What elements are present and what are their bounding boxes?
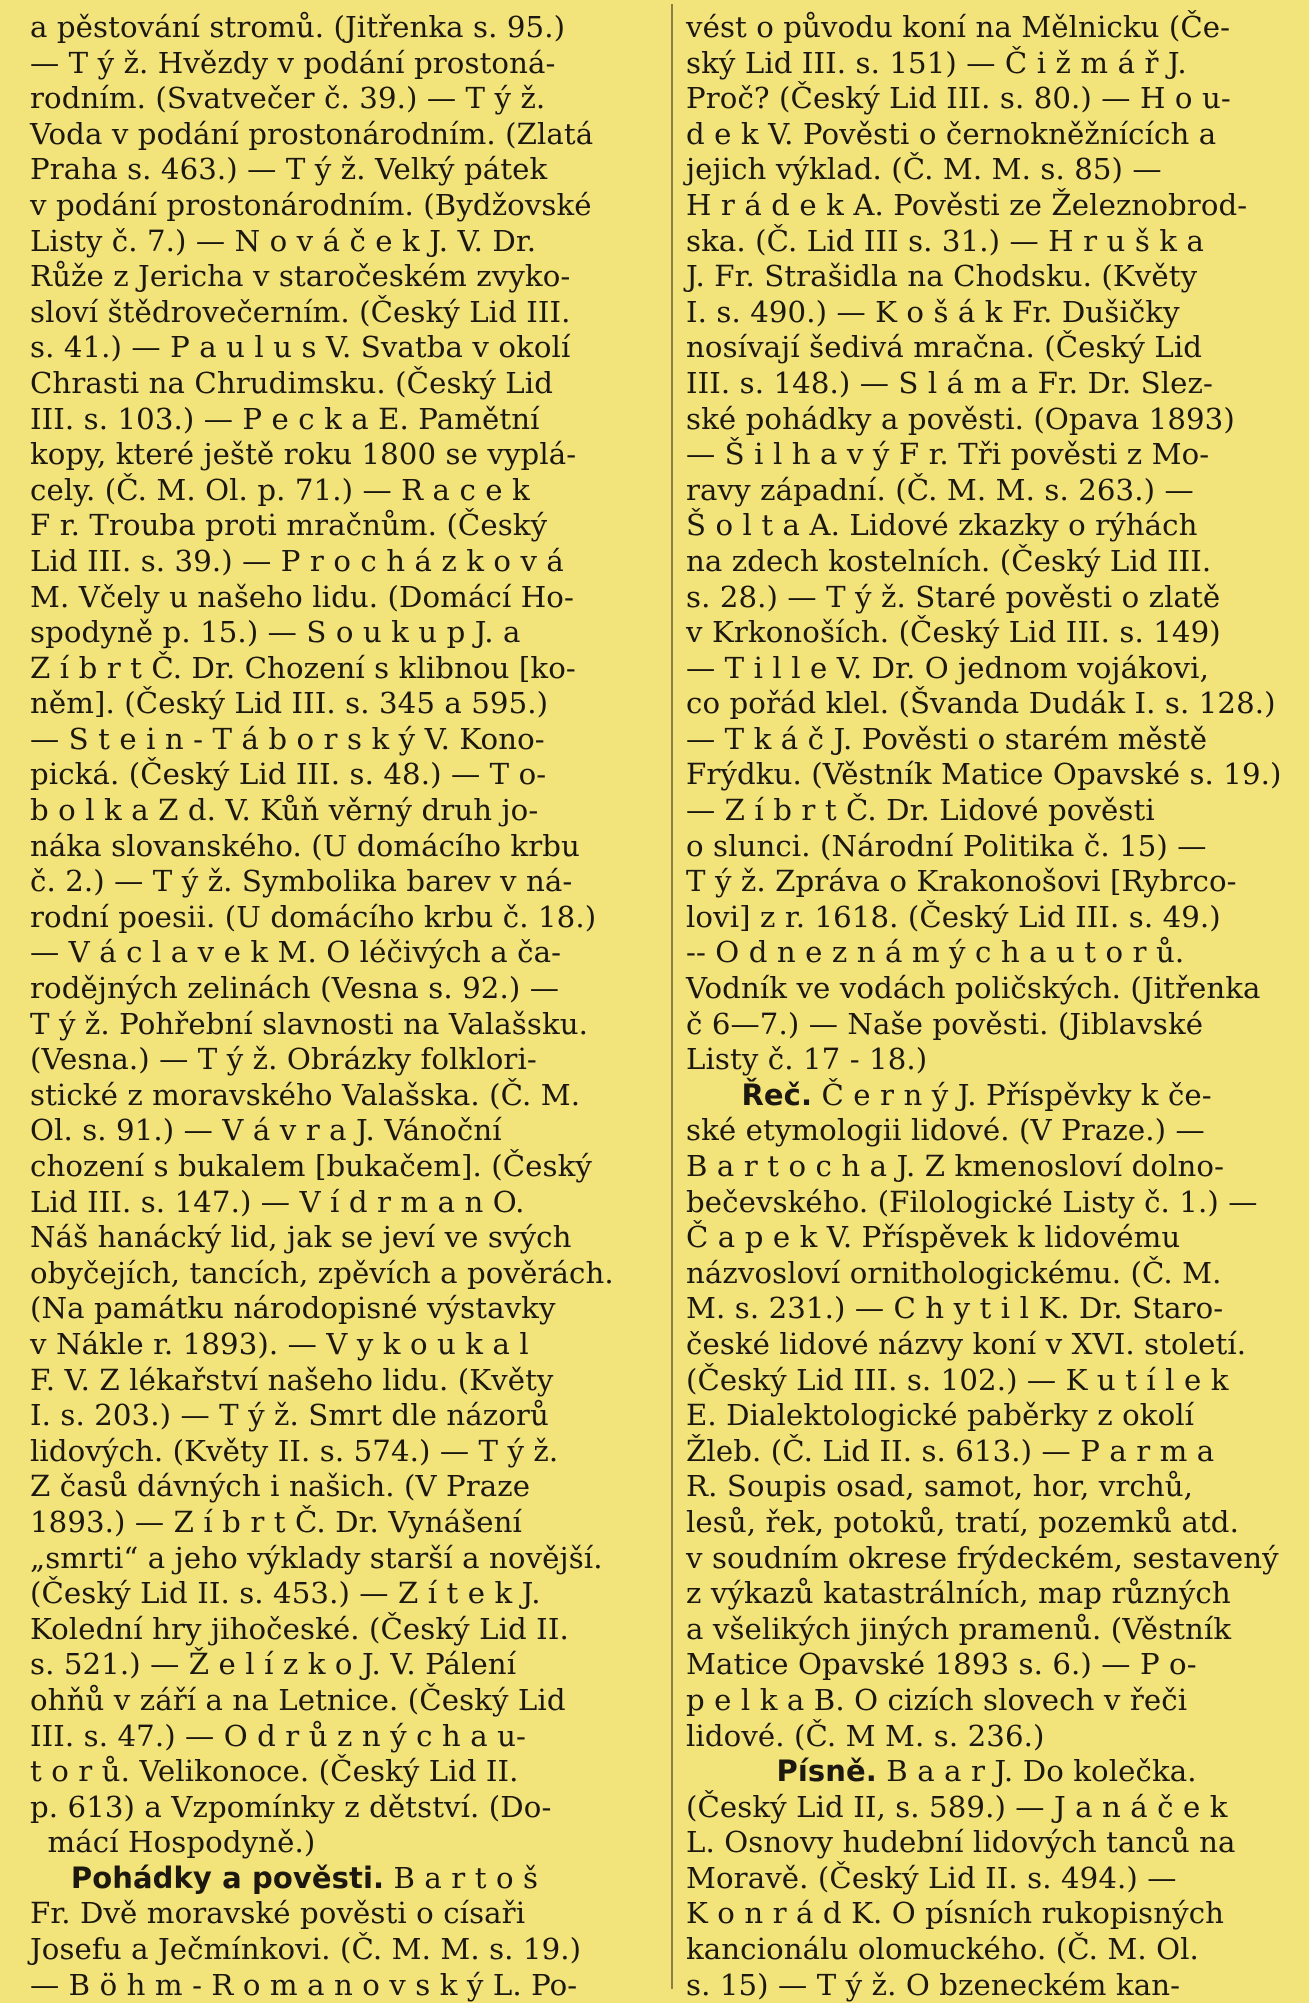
text-line: p. 613) a Vzpomínky z dětství. (Do-: [30, 1789, 552, 1824]
section-heading: Písně.: [776, 1754, 877, 1789]
text-line: ska. (Č. Lid III s. 31.) — H r u š k a: [686, 223, 1204, 258]
section-heading-line: [686, 1754, 1292, 1790]
text-line: E. Dialektologické paběrky z okolí: [686, 1398, 1195, 1433]
text-line: p e l k a B. O cizích slovech v řeči: [686, 1682, 1188, 1717]
text-line: — T k á č J. Pověsti o starém městě: [686, 721, 1208, 756]
text-line: J. Fr. Strašidla na Chodsku. (Květy: [686, 259, 1198, 294]
text-line: „smrti“ a jeho výklady starší a novější.: [30, 1540, 603, 1575]
text-line: náka slovanského. (U domácího krbu: [30, 828, 580, 863]
text-line: ravy západní. (Č. M. M. s. 263.) —: [686, 472, 1194, 507]
text-line: vést o původu koní na Mělnicku (Če-: [686, 10, 1231, 44]
text-line: T ý ž. Pohřební slavnosti na Valašsku.: [30, 1006, 589, 1041]
text-line: Proč? (Český Lid III. s. 80.) — H o u-: [686, 81, 1231, 116]
text-line: s. 41.) — P a u l u s V. Svatba v okolí: [30, 330, 571, 365]
section-heading-line: [686, 1078, 1292, 1114]
text-line: Frýdku. (Věstník Matice Opavské s. 19.): [686, 757, 1282, 792]
text-line: lovi] z r. 1618. (Český Lid III. s. 49.): [686, 899, 1221, 934]
text-line: č 6—7.) — Naše pověsti. (Jiblavské: [686, 1006, 1204, 1041]
text-line: III. s. 103.) — P e c k a E. Pamětní: [30, 401, 540, 436]
text-line: Kolední hry jihočeské. (Český Lid II.: [30, 1611, 569, 1646]
text-line: nosívají šedivá mračna. (Český Lid: [686, 330, 1203, 365]
text-line: rodějných zelinách (Vesna s. 92.) —: [30, 971, 560, 1006]
text-line: I. s. 203.) — T ý ž. Smrt dle názorů: [30, 1398, 549, 1433]
text-line: názvosloví ornithologickému. (Č. M.: [686, 1255, 1222, 1290]
text-line: české lidové názvy koní v XVI. století.: [686, 1326, 1247, 1361]
text-line: M. Včely u našeho lidu. (Domácí Ho-: [30, 579, 574, 614]
text-line: ské pohádky a pověsti. (Opava 1893): [686, 401, 1235, 436]
text-line: III. s. 47.) — O d r ů z n ý c h a u-: [30, 1718, 526, 1753]
text-line: Listy č. 7.) — N o v á č e k J. V. Dr.: [30, 223, 537, 258]
text-line: č. 2.) — T ý ž. Symbolika barev v ná-: [30, 864, 573, 899]
text-line: d e k V. Pověsti o černokněžnících a: [686, 116, 1217, 151]
text-line: Listy č. 17 - 18.): [686, 1042, 928, 1077]
text-line: rodní poesii. (U domácího krbu č. 18.): [30, 899, 597, 934]
text-line: (Český Lid II, s. 589.) — J a n á č e k: [686, 1789, 1228, 1824]
text-line: K o n r á d K. O písních rukopisných: [686, 1896, 1225, 1931]
text-line: spodyně p. 15.) — S o u k u p J. a: [30, 615, 521, 650]
text-line: ský Lid III. s. 151) — Č i ž m á ř J.: [686, 45, 1187, 80]
text-line: — T i l l e V. Dr. O jednom vojákovi,: [686, 650, 1209, 685]
text-line: Chrasti na Chrudimsku. (Český Lid: [30, 365, 554, 400]
text-line: 1893.) — Z í b r t Č. Dr. Vynášení: [30, 1504, 522, 1539]
text-line: Č a p e k V. Příspěvek k lidovému: [686, 1220, 1181, 1255]
text-line: sloví štědrovečerním. (Český Lid III.: [30, 294, 571, 329]
text-line: -- O d n e z n á m ý c h a u t o r ů.: [686, 935, 1185, 970]
text-line: (Český Lid III. s. 102.) — K u t í l e k: [686, 1362, 1229, 1397]
text-line: H r á d e k A. Pověsti ze Železnobrod-: [686, 187, 1248, 222]
text-line: s. 28.) — T ý ž. Staré pověsti o zlatě: [686, 579, 1221, 614]
text-line: lidové. (Č. M M. s. 236.): [686, 1718, 1045, 1753]
text-line: bečevského. (Filologické Listy č. 1.) —: [686, 1184, 1258, 1219]
text-line: M. s. 231.) — C h y t i l K. Dr. Staro-: [686, 1291, 1224, 1326]
section-heading: Řeč.: [741, 1077, 813, 1112]
text-line: ské etymologii lidové. (V Praze.) —: [686, 1113, 1205, 1148]
text-line: lesů, řek, potoků, tratí, pozemků atd.: [686, 1504, 1239, 1539]
section-heading-continuation: B a a r J. Do kolečka.: [876, 1754, 1197, 1789]
text-line: obyčejích, tancích, zpěvích a pověrách.: [30, 1255, 614, 1290]
text-line: na zdech kostelních. (Český Lid III.: [686, 543, 1212, 578]
text-line: Růže z Jericha v staročeském zvyko-: [30, 259, 571, 294]
text-line: v podání prostonárodním. (Bydžovské: [30, 187, 592, 222]
text-line: b o l k a Z d. V. Kůň věrný druh jo-: [30, 793, 539, 828]
text-line: Matice Opavské 1893 s. 6.) — P o-: [686, 1647, 1197, 1682]
section-heading-line: [30, 1861, 660, 1897]
text-line: mácí Hospodyně.): [47, 1825, 316, 1860]
text-line: Š o l t a A. Lidové zkazky o rýhách: [686, 508, 1198, 543]
text-line: kopy, které ještě roku 1800 se vyplá-: [30, 437, 577, 472]
text-line: ohňů v září a na Letnice. (Český Lid: [30, 1682, 566, 1717]
text-line: B a r t o c h a J. Z kmenosloví dolno-: [686, 1149, 1225, 1183]
text-line: Ol. s. 91.) — V á v r a J. Vánoční: [30, 1113, 502, 1148]
text-line: o slunci. (Národní Politika č. 15) —: [686, 828, 1207, 863]
text-line: Moravě. (Český Lid II. s. 494.) —: [686, 1860, 1177, 1895]
section-heading-continuation: Č e r n ý J. Příspěvky k če-: [812, 1077, 1212, 1112]
text-line: rodním. (Svatvečer č. 39.) — T ý ž.: [30, 81, 546, 116]
left-text-column: [30, 10, 660, 2003]
text-line: L. Osnovy hudební lidových tanců na: [686, 1825, 1236, 1860]
text-line: Josefu a Ječmínkovi. (Č. M. M. s. 19.): [30, 1932, 582, 1967]
text-line: Praha s. 463.) — T ý ž. Velký pátek: [30, 152, 548, 187]
text-line: F. V. Z lékařství našeho lidu. (Květy: [30, 1362, 554, 1397]
text-line: Lid III. s. 147.) — V í d r m a n O.: [30, 1184, 525, 1219]
text-line: — B ö h m - R o m a n o v s k ý L. Po-: [30, 1967, 578, 2002]
text-line: v Nákle r. 1893). — V y k o u k a l: [30, 1326, 529, 1361]
text-line: a všelikých jiných pramenů. (Věstník: [686, 1611, 1232, 1646]
text-line: t o r ů. Velikonoce. (Český Lid II.: [30, 1754, 519, 1789]
text-line: Voda v podání prostonárodním. (Zlatá: [30, 116, 594, 151]
text-line: z výkazů katastrálních, map různých: [686, 1576, 1231, 1611]
text-line: v Krkonoších. (Český Lid III. s. 149): [686, 615, 1221, 650]
text-line: — Š i l h a v ý F r. Tři pověsti z Mo-: [686, 437, 1210, 472]
text-line: Z časů dávných i našich. (V Praze: [30, 1469, 531, 1504]
text-line: III. s. 148.) — S l á m a Fr. Dr. Slez-: [686, 365, 1213, 400]
text-line: — S t e i n - T á b o r s k ý V. Kono-: [30, 721, 545, 756]
text-line: něm]. (Český Lid III. s. 345 a 595.): [30, 686, 549, 721]
text-line: a pěstování stromů. (Jitřenka s. 95.): [30, 10, 566, 44]
text-line: F r. Trouba proti mračnům. (Český: [30, 508, 548, 543]
text-line: v soudním okrese frýdeckém, sestavený: [686, 1540, 1279, 1575]
section-heading-continuation: B a r t o š: [384, 1860, 539, 1895]
text-line: cely. (Č. M. Ol. p. 71.) — R a c e k: [30, 472, 530, 507]
text-line: s. 15) — T ý ž. O bzeneckém kan-: [686, 1967, 1181, 2002]
text-line: stické z moravského Valašska. (Č. M.: [30, 1077, 581, 1112]
text-line: (Český Lid II. s. 453.) — Z í t e k J.: [30, 1576, 541, 1611]
text-line: chození s bukalem [bukačem]. (Český: [30, 1149, 593, 1183]
text-line: R. Soupis osad, samot, hor, vrchů,: [686, 1469, 1194, 1504]
text-line: s. 521.) — Ž e l í z k o J. V. Pálení: [30, 1647, 517, 1682]
text-line: Náš hanácký lid, jak se jeví ve svých: [30, 1220, 572, 1255]
text-line: — Z í b r t Č. Dr. Lidové pověsti: [686, 793, 1155, 828]
text-line: Žleb. (Č. Lid II. s. 613.) — P a r m a: [686, 1433, 1215, 1468]
right-text-column: [686, 10, 1292, 2003]
section-heading: Pohádky a pověsti.: [70, 1860, 385, 1895]
column-divider: [671, 4, 673, 1989]
text-line: Fr. Dvě moravské pověsti o císaři: [30, 1896, 526, 1931]
text-line: kancionálu olomuckého. (Č. M. Ol.: [686, 1932, 1199, 1967]
text-line: I. s. 490.) — K o š á k Fr. Dušičky: [686, 294, 1180, 329]
text-line: — V á c l a v e k M. O léčivých a ča-: [30, 935, 562, 970]
text-line: Vodník ve vodách poličských. (Jitřenka: [686, 971, 1261, 1006]
text-line: jejich výklad. (Č. M. M. s. 85) —: [686, 152, 1162, 187]
text-line: (Vesna.) — T ý ž. Obrázky folklori-: [30, 1042, 537, 1077]
text-line: pická. (Český Lid III. s. 48.) — T o-: [30, 757, 547, 792]
text-line: (Na památku národopisné výstavky: [30, 1291, 556, 1326]
text-line: T ý ž. Zpráva o Krakonošovi [Rybrco-: [686, 864, 1237, 899]
text-line: Z í b r t Č. Dr. Chození s klibnou [ko-: [30, 650, 576, 685]
text-line: co pořád klel. (Švanda Dudák I. s. 128.): [686, 686, 1276, 721]
text-line: — T ý ž. Hvězdy v podání prostoná-: [30, 45, 556, 80]
text-line: Lid III. s. 39.) — P r o c h á z k o v á: [30, 543, 564, 578]
text-line: lidových. (Květy II. s. 574.) — T ý ž.: [30, 1433, 559, 1468]
